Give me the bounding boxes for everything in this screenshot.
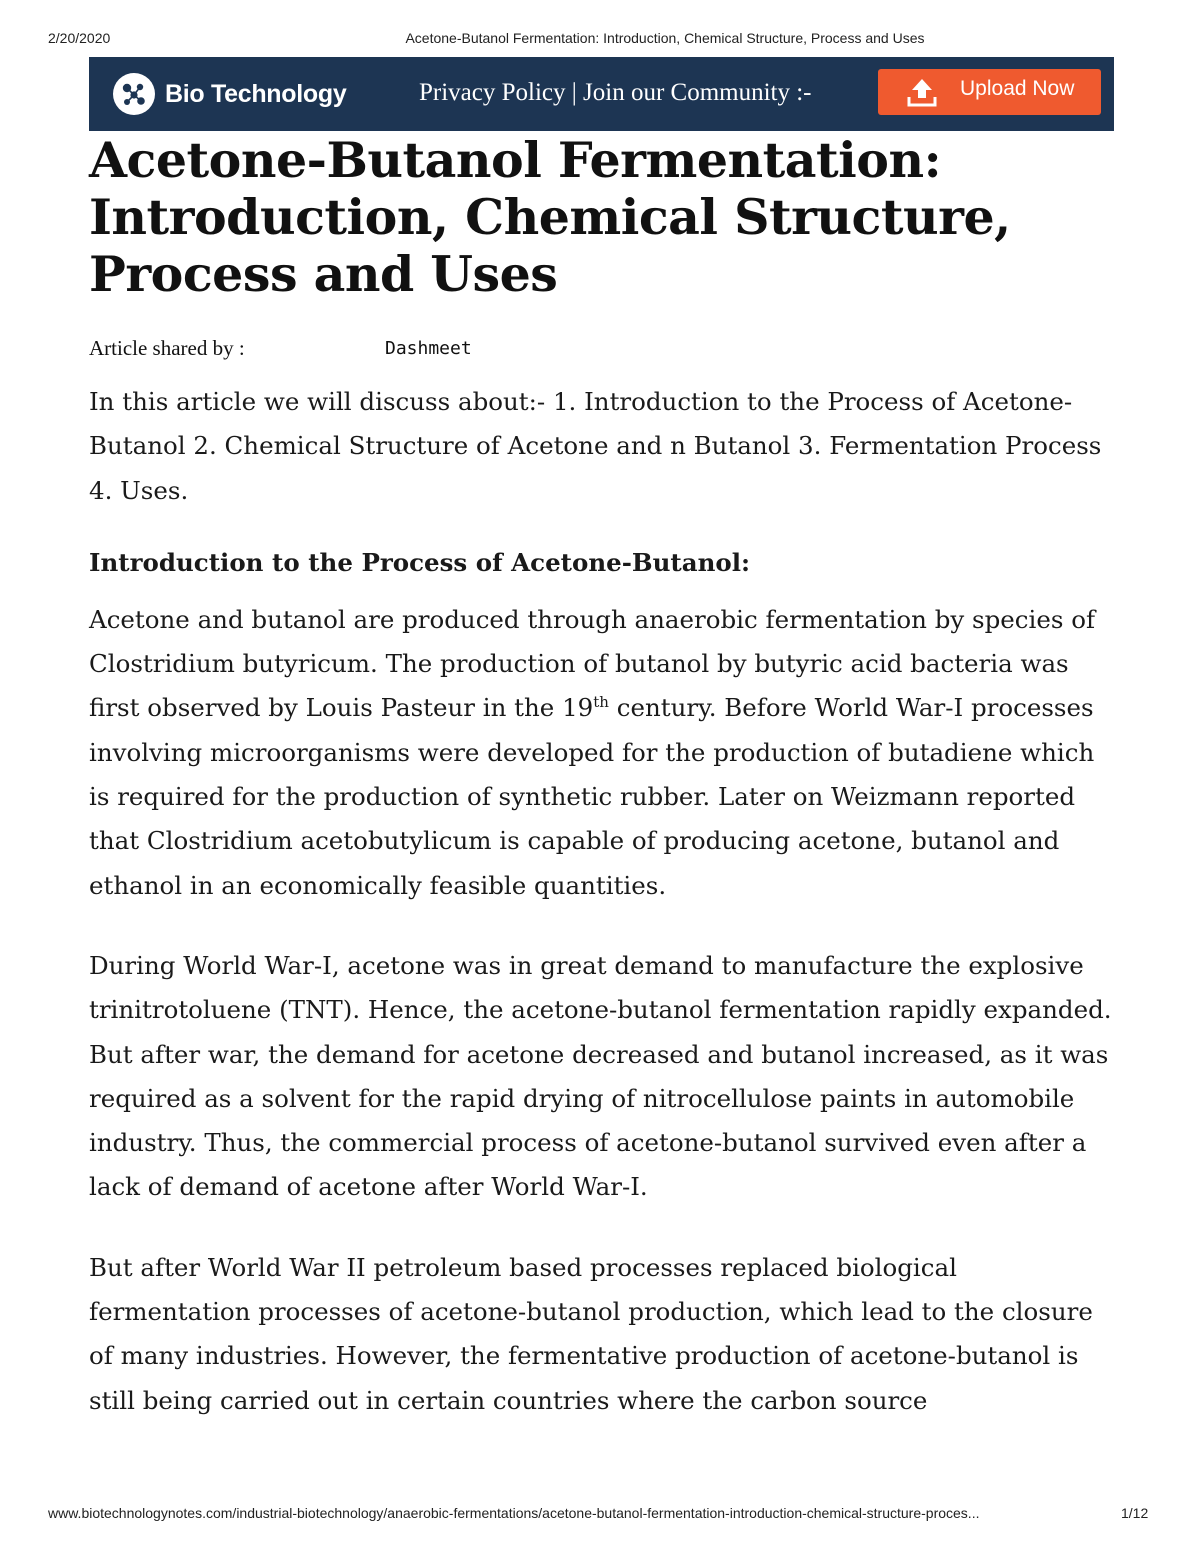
paragraph-1-part-a: Acetone and butanol are produced through anaerobic fermentation by species of Clostridium butyricum. The production of butanol by butyric acid bacteria was first observed by Louis Pasteur in the 19 — [89, 604, 1096, 723]
article-title: Acetone-Butanol Fermentation: Introduction, Chemical Structure, Process and Uses — [89, 131, 1011, 303]
join-community-link[interactable]: Join our Community :- — [583, 79, 812, 106]
brand-name: Bio Technology — [165, 79, 347, 108]
print-document-title: Acetone-Butanol Fermentation: Introduction, Chemical Structure, Process and Uses — [405, 30, 925, 46]
privacy-policy-link[interactable]: Privacy Policy — [419, 79, 566, 106]
print-date: 2/20/2020 — [48, 30, 111, 46]
upload-icon — [904, 74, 940, 110]
molecule-icon — [113, 73, 155, 115]
paragraph-2: During World War-I, acetone was in great demand to manufacture the explosive trinitrotoluene (TNT). Hence, the acetone-butanol fermentation rapidly expanded. But after war, the demand for acetone decreased and butanol increased, as it was required as a solvent for the rapid drying of nitrocellulose paints in automobile industry. Thus, the commercial process of acetone-butanol survived even after a lack of demand of acetone after World War-I. — [89, 950, 1112, 1202]
print-url: www.biotechnologynotes.com/industrial-biotechnology/anaerobic-fermentations/acetone-butanol-fermentation-introduction-chemical-structure-proces... — [48, 1505, 980, 1521]
site-logo[interactable] — [113, 73, 346, 115]
article-content — [89, 380, 1119, 1459]
site-navbar — [89, 57, 1114, 131]
upload-now-button[interactable] — [878, 69, 1101, 115]
paragraph-1 — [89, 598, 1119, 908]
upload-now-label: Upload Now — [960, 77, 1075, 100]
byline — [89, 336, 472, 361]
paragraph-1-part-b: century. Before World War-I processes involving microorganisms were developed for the production of butadiene which is required for the production of synthetic rubber. Later on Weizmann reported that Clostridium acetobutylicum is capable of producing acetone, butanol and ethanol in an economically feasible quantities. — [89, 693, 1095, 900]
print-header — [0, 28, 1200, 50]
section-heading: Introduction to the Process of Acetone-Butanol: — [89, 547, 751, 577]
paragraph-3: But after World War II petroleum based processes replaced biological fermentation processes of acetone-butanol production, which lead to the closure of many industries. However, the fermentative production of acetone-butanol is still being carried out in certain countries where the carbon source — [89, 1252, 1093, 1415]
intro-paragraph: In this article we will discuss about:- 1. Introduction to the Process of Acetone-Butanol 2. Chemical Structure of Acetone and n Butanol 3. Fermentation Process 4. Uses. — [89, 387, 1102, 505]
ordinal-suffix: th — [593, 693, 609, 712]
byline-label: Article shared by : — [89, 336, 245, 360]
page-number: 1/12 — [1121, 1505, 1149, 1521]
nav-links — [419, 79, 812, 107]
author-name[interactable]: Dashmeet — [385, 338, 472, 359]
nav-separator: | — [565, 79, 584, 106]
